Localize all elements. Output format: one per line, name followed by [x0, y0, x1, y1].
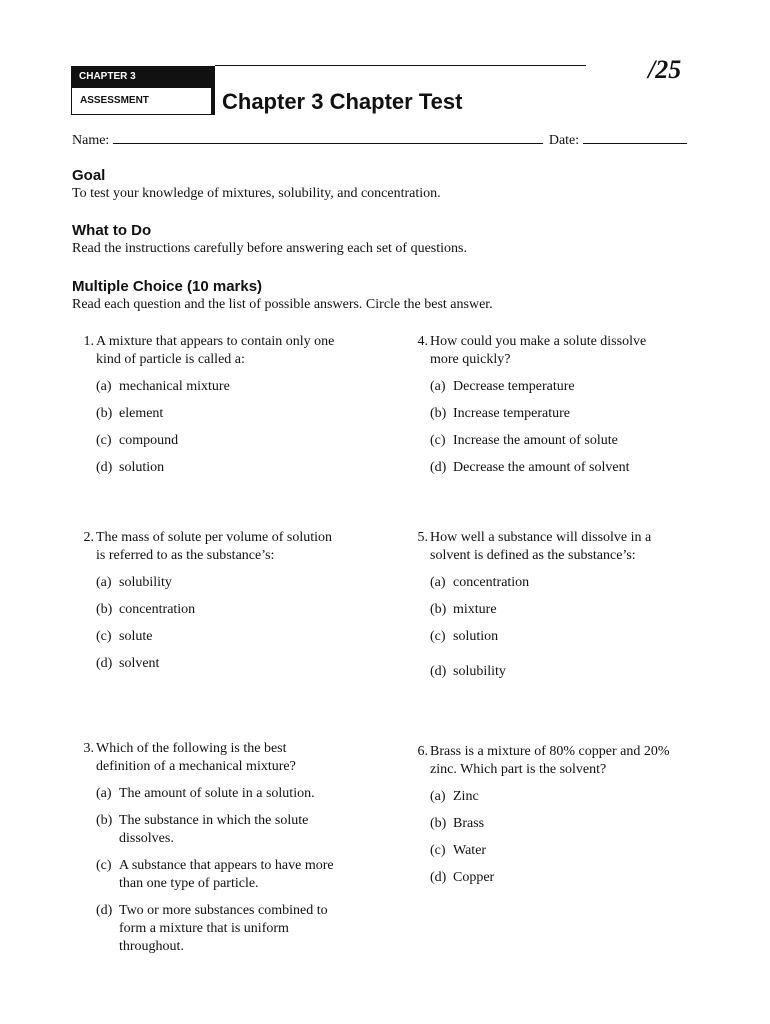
option-text: Zinc	[453, 789, 479, 804]
question-stem-line: Brass is a mixture of 80% copper and 20%	[430, 744, 670, 759]
option-text: solute	[119, 629, 153, 644]
option-letter: (a)	[430, 789, 446, 804]
answer-option[interactable]	[72, 459, 372, 477]
answer-option[interactable]	[72, 432, 372, 450]
question-stem-line: The mass of solute per volume of solution	[96, 530, 333, 545]
what-to-do-heading: What to Do	[72, 222, 152, 239]
answer-option[interactable]	[72, 378, 372, 396]
question-number: 4.	[417, 334, 428, 349]
option-text: Increase the amount of solute	[453, 433, 618, 448]
option-letter: (b)	[430, 602, 447, 617]
question-number: 6.	[417, 744, 428, 759]
question-1	[72, 333, 372, 477]
answer-option[interactable]	[406, 663, 706, 681]
option-letter: (d)	[430, 870, 447, 885]
answer-option[interactable]	[72, 405, 372, 423]
option-letter: (d)	[96, 656, 113, 671]
answer-option[interactable]	[72, 857, 372, 893]
option-text: Water	[453, 843, 487, 858]
header-rule	[215, 65, 586, 66]
question-stem-line: more quickly?	[430, 352, 511, 367]
option-letter: (b)	[96, 813, 113, 828]
option-letter: (c)	[96, 858, 112, 873]
option-text: solution	[119, 460, 165, 475]
option-text: solution	[453, 629, 499, 644]
answer-option[interactable]	[406, 815, 706, 833]
question-5	[406, 529, 706, 681]
answer-option[interactable]	[72, 812, 372, 848]
option-letter: (a)	[430, 575, 446, 590]
option-text: mechanical mixture	[119, 379, 230, 394]
question-number: 1.	[83, 334, 94, 349]
option-text: compound	[119, 433, 179, 448]
answer-option[interactable]	[406, 574, 706, 592]
option-letter: (a)	[96, 575, 112, 590]
option-letter: (d)	[96, 903, 113, 918]
question-stem	[72, 740, 372, 776]
option-text: concentration	[119, 602, 196, 617]
chapter-label: CHAPTER 3	[71, 66, 215, 88]
multiple-choice-text: Read each question and the list of possible answers. Circle the best answer.	[72, 297, 493, 312]
question-stem	[72, 333, 372, 369]
name-date-row	[72, 131, 687, 150]
answer-option[interactable]	[72, 601, 372, 619]
option-text: dissolves.	[119, 831, 174, 846]
answer-option[interactable]	[72, 785, 372, 803]
what-to-do-text: Read the instructions carefully before answering each set of questions.	[72, 241, 467, 256]
question-stem-line: How could you make a solute dissolve	[430, 334, 647, 349]
option-letter: (b)	[430, 816, 447, 831]
option-letter: (b)	[430, 406, 447, 421]
answer-option[interactable]	[406, 842, 706, 860]
score-total: /25	[648, 55, 682, 84]
date-field[interactable]	[583, 131, 687, 144]
question-6	[406, 743, 706, 887]
option-letter: (b)	[96, 406, 113, 421]
option-letter: (c)	[96, 629, 112, 644]
question-stem	[406, 529, 706, 565]
answer-option[interactable]	[72, 628, 372, 646]
option-text: Copper	[453, 870, 495, 885]
answer-option[interactable]	[72, 655, 372, 673]
option-text: Increase temperature	[453, 406, 570, 421]
question-stem-line: solvent is defined as the substance’s:	[430, 548, 636, 563]
answer-option[interactable]	[72, 574, 372, 592]
option-letter: (d)	[96, 460, 113, 475]
goal-heading: Goal	[72, 167, 106, 184]
option-text: form a mixture that is uniform	[119, 921, 289, 936]
option-text: A substance that appears to have more	[119, 858, 334, 873]
question-stem	[406, 333, 706, 369]
question-stem-line: Which of the following is the best	[96, 741, 287, 756]
option-text: solubility	[119, 575, 172, 590]
name-field[interactable]	[113, 131, 543, 144]
option-letter: (a)	[430, 379, 446, 394]
option-letter: (c)	[96, 433, 112, 448]
answer-option[interactable]	[406, 628, 706, 646]
answer-option[interactable]	[72, 902, 372, 956]
option-text: The substance in which the solute	[119, 813, 309, 828]
option-letter: (b)	[96, 602, 113, 617]
option-text: Decrease the amount of solvent	[453, 460, 630, 475]
answer-option[interactable]	[406, 459, 706, 477]
question-stem-line: How well a substance will dissolve in a	[430, 530, 652, 545]
option-text: element	[119, 406, 164, 421]
option-text: solubility	[453, 664, 506, 679]
option-text: throughout.	[119, 939, 184, 954]
option-text: The amount of solute in a solution.	[119, 786, 315, 801]
question-3	[72, 740, 372, 956]
option-text: Decrease temperature	[453, 379, 575, 394]
question-number: 3.	[83, 741, 94, 756]
option-letter: (a)	[96, 786, 112, 801]
question-stem	[72, 529, 372, 565]
answer-option[interactable]	[406, 788, 706, 806]
option-text: Two or more substances combined to	[119, 903, 328, 918]
date-label: Date:	[548, 133, 580, 148]
question-stem-line: definition of a mechanical mixture?	[96, 759, 296, 774]
option-letter: (c)	[430, 843, 446, 858]
name-label: Name:	[72, 133, 110, 148]
option-letter: (c)	[430, 629, 446, 644]
answer-option[interactable]	[406, 601, 706, 619]
question-stem	[406, 743, 706, 779]
question-2	[72, 529, 372, 673]
question-number: 2.	[83, 530, 94, 545]
answer-option[interactable]	[406, 378, 706, 396]
page-title: Chapter 3 Chapter Test	[222, 89, 463, 114]
option-letter: (c)	[430, 433, 446, 448]
question-stem-line: kind of particle is called a:	[96, 352, 245, 367]
question-stem-line: A mixture that appears to contain only one	[96, 334, 335, 349]
question-stem-line: is referred to as the substance’s:	[96, 548, 275, 563]
multiple-choice-heading: Multiple Choice (10 marks)	[72, 278, 263, 295]
option-letter: (a)	[96, 379, 112, 394]
goal-text: To test your knowledge of mixtures, solubility, and concentration.	[72, 186, 441, 201]
answer-option[interactable]	[406, 869, 706, 887]
option-text: Brass	[453, 816, 485, 831]
option-text: solvent	[119, 656, 160, 671]
option-text: concentration	[453, 575, 530, 590]
option-letter: (d)	[430, 460, 447, 475]
question-number: 5.	[417, 530, 428, 545]
question-stem-line: zinc. Which part is the solvent?	[430, 762, 607, 777]
option-letter: (d)	[430, 664, 447, 679]
answer-option[interactable]	[406, 405, 706, 423]
option-text: than one type of particle.	[119, 876, 259, 891]
option-text: mixture	[453, 602, 497, 617]
question-4	[406, 333, 706, 477]
assessment-label: ASSESSMENT	[71, 88, 215, 115]
answer-option[interactable]	[406, 432, 706, 450]
